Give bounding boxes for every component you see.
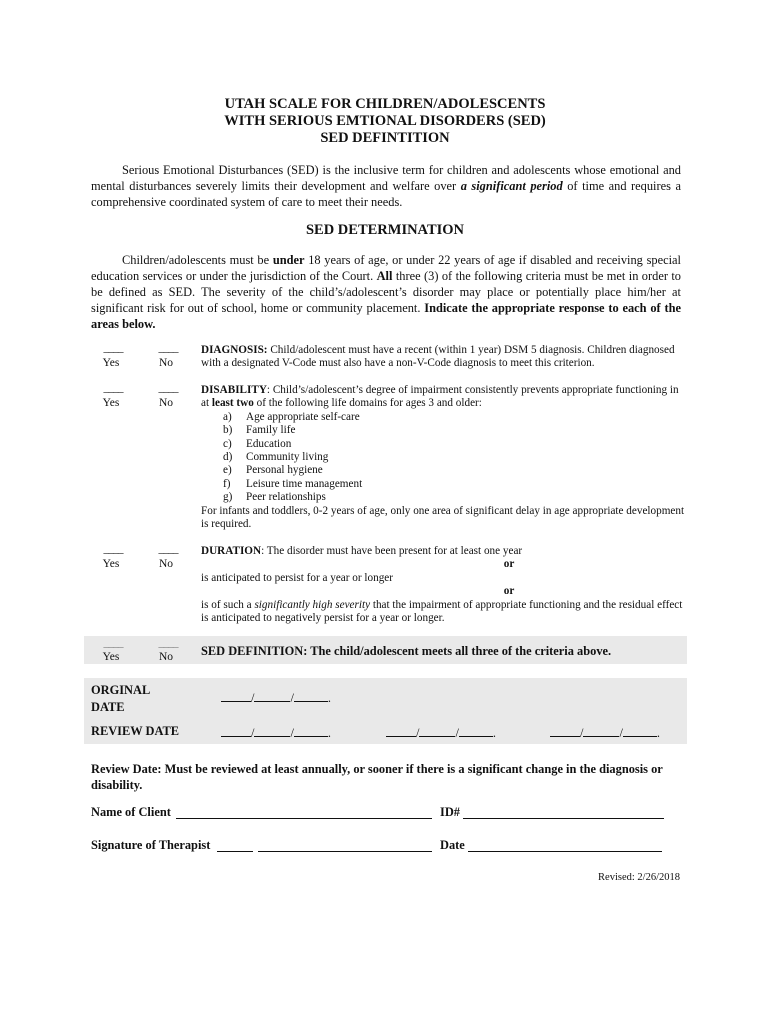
signature-date-label: Date	[440, 838, 465, 852]
duration-line-2: is anticipated to persist for a year or longer	[201, 571, 393, 584]
intro-text: Serious Emotional Disturbances (SED) is the inclusive term for children and adolescents whose emotional and mental disturbances severely limits their development and welfare over	[91, 163, 681, 193]
date-period: .	[656, 726, 661, 740]
disability-text-1: : Child’s/adolescent’s degree of impairment consistently prevents appropriate functioning in at	[201, 384, 679, 410]
determination-text-2: 18 years of age, or under 22 years of age if disabled and receiving special education services or under the jurisdiction of the Court.	[91, 253, 681, 283]
list-item-text: Education	[246, 437, 292, 450]
diagnosis-text: Child/adolescent must have a recent (within 1 year) DSM 5 diagnosis. Children diagnosed with a designated V-Code must also have a non-V-Code diagnosis to meet this criterion.	[201, 344, 675, 370]
list-item	[201, 478, 687, 491]
disability-text-2: of the following life domains for ages 3 and older:	[253, 397, 482, 410]
client-id-input[interactable]	[463, 818, 664, 819]
or-separator: or	[503, 585, 515, 598]
intro-emphasis: a significant period	[460, 179, 563, 193]
list-item-text: Personal hygiene	[246, 464, 323, 477]
duration-criterion	[201, 545, 687, 625]
intro-paragraph	[91, 162, 681, 210]
diagnosis-yes-blank[interactable]: ____	[103, 342, 123, 354]
original-date-field[interactable]	[221, 689, 331, 706]
determination-instruction: Indicate the appropriate response to each of the areas below.	[91, 301, 682, 331]
infant-note: For infants and toddlers, 0-2 years of age, only one area of significant delay in age appropriate development is required.	[201, 504, 685, 531]
list-item-letter: g)	[223, 491, 233, 504]
date-slash: /	[619, 726, 623, 740]
determination-paragraph	[91, 252, 681, 332]
disability-criterion	[201, 384, 687, 531]
or-separator: or	[503, 558, 515, 571]
duration-line-3-start: is of such a	[201, 598, 255, 611]
diagnosis-no-blank[interactable]: ____	[158, 342, 178, 354]
therapist-signature-input[interactable]	[258, 851, 432, 852]
sed-no-label: No	[158, 651, 174, 663]
disability-no-blank[interactable]: ____	[158, 382, 178, 394]
review-note: Review Date: Must be reviewed at least annually, or sooner if there is a significant change in the diagnosis or disability.	[91, 762, 663, 792]
date-slash: /	[290, 726, 294, 740]
determination-heading: SED DETERMINATION	[305, 222, 465, 238]
list-item-letter: a)	[223, 410, 232, 423]
date-slash: /	[251, 691, 255, 705]
original-date-label	[91, 682, 150, 716]
date-period: .	[327, 691, 332, 705]
diagnosis-yes-label: Yes	[102, 357, 120, 369]
list-item-letter: e)	[223, 464, 232, 477]
determination-text-3: three (3) of the following criteria must be met in order to be defined as SED. The severity of the child’s/adolescent’s disorder may place or potentially place him/her at significant risk for out of school, home or community placement.	[91, 269, 681, 315]
duration-label: DURATION	[201, 545, 262, 557]
list-item-letter: b)	[223, 424, 233, 437]
title-line-1: UTAH SCALE FOR CHILDREN/ADOLESCENTS	[224, 96, 546, 112]
date-slash: /	[455, 726, 459, 740]
client-name-input[interactable]	[176, 818, 432, 819]
review-date-field-3[interactable]	[550, 724, 660, 741]
diagnosis-criterion	[201, 344, 687, 371]
diagnosis-no-label: No	[158, 357, 174, 369]
duration-line-3	[201, 599, 687, 626]
list-item-letter: c)	[223, 437, 232, 450]
duration-yes-label: Yes	[102, 558, 120, 570]
list-item-text: Leisure time management	[246, 477, 363, 490]
disability-least-two: least two	[211, 397, 254, 410]
signature-date-input[interactable]	[468, 851, 662, 852]
list-item-text: Age appropriate self-care	[246, 410, 360, 423]
review-date-field-1[interactable]	[221, 724, 331, 741]
list-item	[201, 451, 687, 464]
life-domain-list	[201, 411, 687, 505]
list-item-letter: f)	[223, 477, 231, 490]
original-label-line-2: DATE	[91, 700, 125, 714]
list-item	[201, 464, 687, 477]
date-period: .	[327, 726, 332, 740]
list-item-text: Peer relationships	[246, 491, 326, 504]
disability-no-label: No	[158, 397, 174, 409]
sed-no-blank[interactable]: ____	[158, 637, 178, 649]
date-period: .	[492, 726, 497, 740]
list-item	[201, 411, 687, 424]
duration-yes-blank[interactable]: ____	[103, 543, 123, 555]
client-id-label: ID#	[440, 805, 460, 819]
list-item	[201, 491, 687, 504]
intro-text-end: of time and requires a comprehensive coordinated system of care to meet their needs.	[91, 179, 681, 209]
list-item-text: Community living	[246, 451, 329, 464]
sed-yes-blank[interactable]: ____	[103, 637, 123, 649]
title-line-3: SED DEFINTITION	[320, 130, 450, 146]
sed-yes-label: Yes	[102, 651, 120, 663]
title-line-2: WITH SERIOUS EMTIONAL DISORDERS (SED)	[224, 113, 546, 129]
disability-yes-label: Yes	[102, 397, 120, 409]
review-date-field-2[interactable]	[386, 724, 496, 741]
therapist-signature-label: Signature of Therapist	[91, 838, 211, 852]
date-slash: /	[290, 691, 294, 705]
date-slash: /	[416, 726, 420, 740]
duration-line-3-end: that the impairment of appropriate functioning and the residual effect is anticipated to negatively persist for a year or longer.	[201, 598, 683, 625]
list-item-text: Family life	[246, 424, 296, 437]
duration-no-blank[interactable]: ____	[158, 543, 178, 555]
duration-no-label: No	[158, 558, 174, 570]
therapist-signature-input-short[interactable]	[217, 851, 253, 852]
page-title	[0, 96, 770, 147]
revised-date: Revised: 2/26/2018	[598, 872, 680, 883]
determination-under: under	[272, 253, 305, 267]
determination-text-1: Children/adolescents must be	[122, 253, 273, 267]
disability-label: DISABILITY	[201, 384, 267, 396]
list-item	[201, 438, 687, 451]
original-label-line-1: ORGINAL	[91, 683, 151, 697]
date-slash: /	[251, 726, 255, 740]
sed-definition-text: SED DEFINITION: The child/adolescent meets all three of the criteria above.	[201, 644, 612, 658]
determination-all: All	[376, 269, 393, 283]
review-date-label: REVIEW DATE	[91, 724, 180, 738]
date-slash: /	[580, 726, 584, 740]
list-item-letter: d)	[223, 451, 233, 464]
diagnosis-label: DIAGNOSIS:	[201, 344, 268, 356]
list-item	[201, 424, 687, 437]
disability-yes-blank[interactable]: ____	[103, 382, 123, 394]
client-name-label: Name of Client	[91, 805, 171, 819]
duration-severity: significantly high severity	[254, 598, 371, 611]
duration-line-1: : The disorder must have been present for at least one year	[261, 545, 523, 557]
